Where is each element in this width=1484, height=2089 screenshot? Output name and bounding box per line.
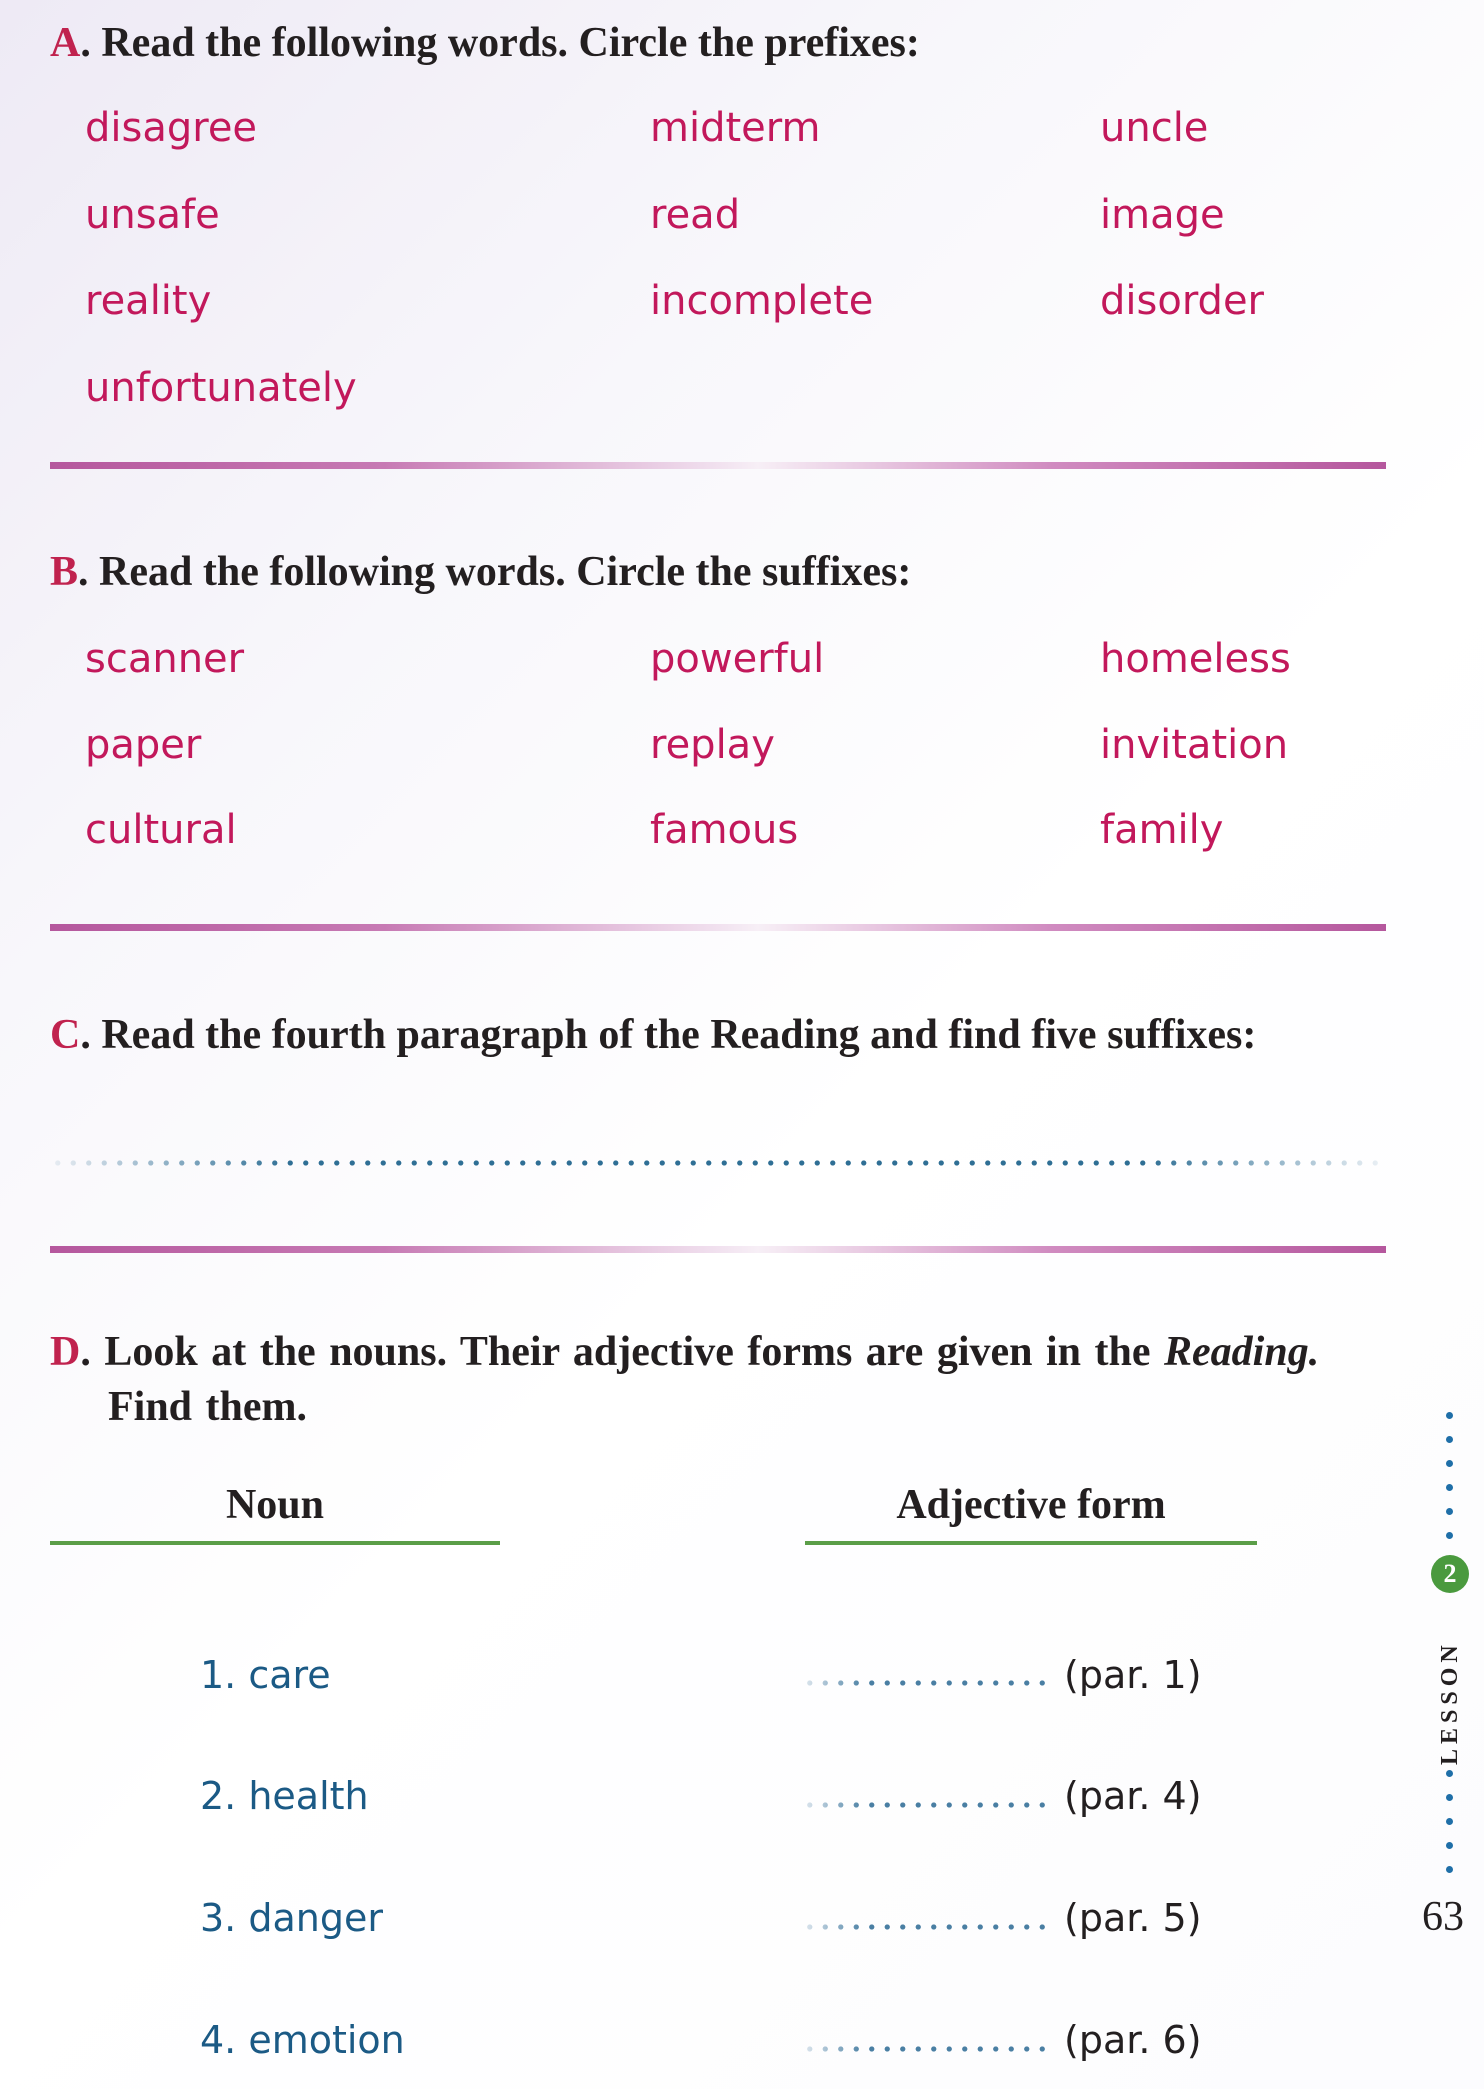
paragraph-ref: (par. 4) xyxy=(1064,1774,1202,1818)
word-item[interactable]: family xyxy=(1100,807,1224,853)
lesson-number-badge: 2 xyxy=(1431,1555,1469,1593)
section-divider xyxy=(50,462,1386,469)
paragraph-ref: (par. 6) xyxy=(1064,2018,1202,2062)
section-c-letter: C xyxy=(50,1012,81,1058)
section-b-heading xyxy=(50,545,911,600)
section-d-instruction: . Look at the nouns. Their adjective forms are given in the xyxy=(80,1329,1165,1375)
section-d-instruction-line2: Find them. xyxy=(108,1383,308,1430)
word-item[interactable]: paper xyxy=(85,722,202,768)
section-a-heading xyxy=(50,16,920,71)
noun-item: 2. health xyxy=(200,1774,369,1818)
word-item[interactable]: replay xyxy=(650,722,775,768)
adjective-column-header: Adjective form xyxy=(896,1482,1166,1528)
section-c-instruction: . Read the fourth paragraph of the Reading and find five suffixes: xyxy=(80,1012,1257,1058)
word-item[interactable]: unsafe xyxy=(85,192,220,238)
word-item[interactable]: scanner xyxy=(85,636,245,682)
section-divider xyxy=(50,924,1386,931)
word-item[interactable]: cultural xyxy=(85,807,237,853)
sidebar-dots-top xyxy=(1446,1412,1454,1556)
word-item[interactable]: disagree xyxy=(85,105,258,151)
word-item[interactable]: invitation xyxy=(1100,722,1289,768)
paragraph-ref: (par. 1) xyxy=(1064,1653,1202,1697)
paragraph-ref: (par. 5) xyxy=(1064,1896,1202,1940)
word-item[interactable]: disorder xyxy=(1100,278,1265,324)
sidebar-dots-bottom xyxy=(1446,1770,1454,1890)
lesson-label: LESSON xyxy=(1437,1640,1463,1765)
section-d-heading xyxy=(50,1325,1380,1434)
noun-item: 4. emotion xyxy=(200,2018,405,2062)
page-number: 63 xyxy=(1422,1894,1464,1940)
adjective-answer-line[interactable] xyxy=(802,1680,1052,1686)
section-a-instruction: . Read the following words. Circle the prefixes: xyxy=(80,20,920,66)
word-item[interactable]: powerful xyxy=(650,636,825,682)
answer-line[interactable] xyxy=(50,1160,1386,1166)
word-item[interactable]: famous xyxy=(650,807,799,853)
section-divider xyxy=(50,1246,1386,1253)
adjective-answer-line[interactable] xyxy=(802,1924,1052,1930)
word-item[interactable]: unfortunately xyxy=(85,365,357,411)
section-a-letter: A xyxy=(50,20,81,66)
word-item[interactable]: read xyxy=(650,192,741,238)
word-item[interactable]: image xyxy=(1100,192,1225,238)
word-item[interactable]: homeless xyxy=(1100,636,1291,682)
word-item[interactable]: reality xyxy=(85,278,212,324)
noun-item: 1. care xyxy=(200,1653,331,1697)
section-b-letter: B xyxy=(50,549,79,595)
section-d-instruction-italic: Reading. xyxy=(1164,1329,1320,1375)
section-d-letter: D xyxy=(50,1329,81,1375)
section-b-instruction: . Read the following words. Circle the suffixes: xyxy=(78,549,912,595)
word-item[interactable]: uncle xyxy=(1100,105,1209,151)
adjective-column-rule xyxy=(805,1541,1257,1545)
noun-column-rule xyxy=(50,1541,500,1545)
adjective-answer-line[interactable] xyxy=(802,1802,1052,1808)
noun-item: 3. danger xyxy=(200,1896,383,1940)
word-item[interactable]: incomplete xyxy=(650,278,874,324)
noun-column-header: Noun xyxy=(225,1482,325,1528)
adjective-answer-line[interactable] xyxy=(802,2046,1052,2052)
word-item[interactable]: midterm xyxy=(650,105,821,151)
section-c-heading xyxy=(50,1008,1256,1063)
